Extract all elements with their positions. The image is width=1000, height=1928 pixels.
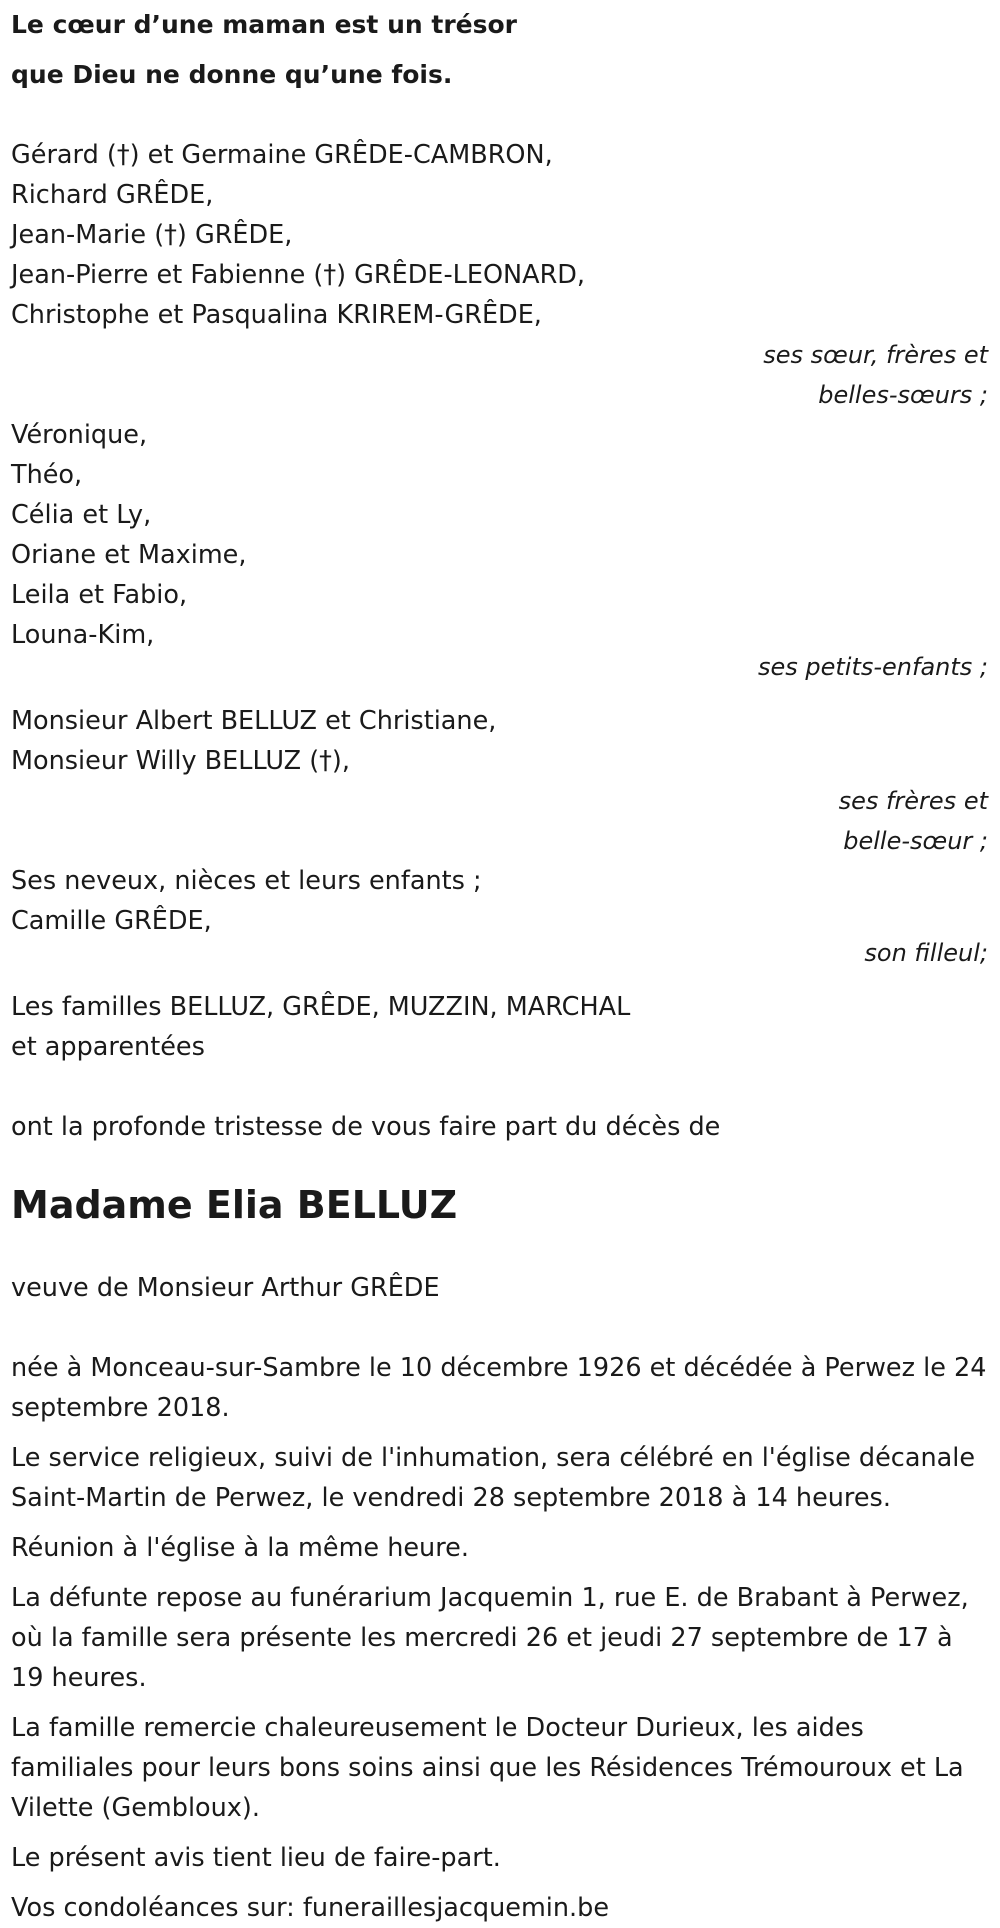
spacer	[11, 1698, 991, 1708]
brother-name: Monsieur Willy BELLUZ (†),	[11, 746, 350, 776]
announcement-text: ont la profonde tristesse de vous faire part du décès de	[11, 1112, 721, 1142]
sibling-name: Richard GRÊDE,	[11, 180, 214, 210]
siblings-relation-line-1: ses sœur, frères et	[763, 341, 988, 369]
siblings-relation-line-2: belles-sœurs ;	[818, 381, 988, 409]
grandchild-name: Leila et Fabio,	[11, 580, 188, 610]
spacer	[11, 1308, 991, 1348]
godchild-line: Camille GRÊDE,	[11, 906, 212, 936]
spacer	[11, 1878, 991, 1888]
widow-of-text: veuve de Monsieur Arthur GRÊDE	[11, 1273, 440, 1303]
spacer	[11, 1518, 991, 1528]
details-block	[11, 1348, 991, 1928]
spacer	[11, 1067, 991, 1107]
spacer	[11, 1568, 991, 1578]
grandchild-name: Célia et Ly,	[11, 500, 152, 530]
godchild-relation: son filleul;	[864, 939, 988, 967]
grandchildren-relation: ses petits-enfants ;	[757, 653, 988, 681]
brothers-relation-line-2: belle-sœur ;	[843, 827, 988, 855]
motto-line-2: que Dieu ne donne qu’une fois.	[11, 60, 453, 89]
sibling-name: Jean-Pierre et Fabienne (†) GRÊDE-LEONARD,	[11, 260, 586, 290]
birth-death-paragraph: née à Monceau-sur-Sambre le 10 décembre 1926 et décédée à Perwez le 24 septembre 2018.	[11, 1353, 987, 1423]
thanks-paragraph: La famille remercie chaleureusement le Docteur Durieux, les aides familiales pour leurs bons soins ainsi que les Résidences Trémouroux et La Vilette (Gembloux).	[11, 1713, 964, 1823]
grandchild-name: Théo,	[11, 460, 83, 490]
brothers-relation-line-1: ses frères et	[838, 787, 988, 815]
brothers-block	[11, 701, 991, 861]
deceased-name: Madame Elia BELLUZ	[11, 1183, 458, 1227]
sibling-name: Christophe et Pasqualina KRIREM-GRÊDE,	[11, 300, 542, 330]
nephews-block	[11, 861, 991, 965]
spacer	[11, 1428, 991, 1438]
families-line-2: et apparentées	[11, 1032, 205, 1062]
spacer	[11, 1828, 991, 1838]
spacer	[11, 679, 991, 701]
obituary-notice	[11, 0, 991, 1928]
families-block	[11, 987, 991, 1067]
meeting-paragraph: Réunion à l'église à la même heure.	[11, 1533, 469, 1563]
funerarium-paragraph: La défunte repose au funérarium Jacquemin 1, rue E. de Brabant à Perwez, où la famille sera présente les mercredi 26 et jeudi 27 septembre de 17 à 19 heures.	[11, 1583, 969, 1693]
spacer	[11, 1235, 991, 1268]
grandchild-name: Véronique,	[11, 420, 148, 450]
spacer	[11, 965, 991, 987]
motto-line-1: Le cœur d’une maman est un trésor	[11, 10, 517, 39]
spacer	[11, 1147, 991, 1175]
siblings-block	[11, 135, 991, 415]
sibling-name: Jean-Marie (†) GRÊDE,	[11, 220, 293, 250]
spacer	[11, 100, 991, 135]
brother-name: Monsieur Albert BELLUZ et Christiane,	[11, 706, 497, 736]
grandchild-name: Oriane et Maxime,	[11, 540, 247, 570]
notice-paragraph: Le présent avis tient lieu de faire-part.	[11, 1843, 501, 1873]
nephews-line: Ses neveux, nièces et leurs enfants ;	[11, 866, 482, 896]
service-paragraph: Le service religieux, suivi de l'inhumation, sera célébré en l'église décanale Saint-Martin de Perwez, le vendredi 28 septembre 2018 à 14 heures.	[11, 1443, 976, 1513]
condolences-paragraph: Vos condoléances sur: funeraillesjacquemin.be	[11, 1893, 610, 1923]
grandchild-name: Louna-Kim,	[11, 620, 155, 650]
grandchildren-block	[11, 415, 991, 679]
families-line-1: Les familles BELLUZ, GRÊDE, MUZZIN, MARCHAL	[11, 992, 631, 1022]
sibling-name: Gérard (†) et Germaine GRÊDE-CAMBRON,	[11, 140, 553, 170]
